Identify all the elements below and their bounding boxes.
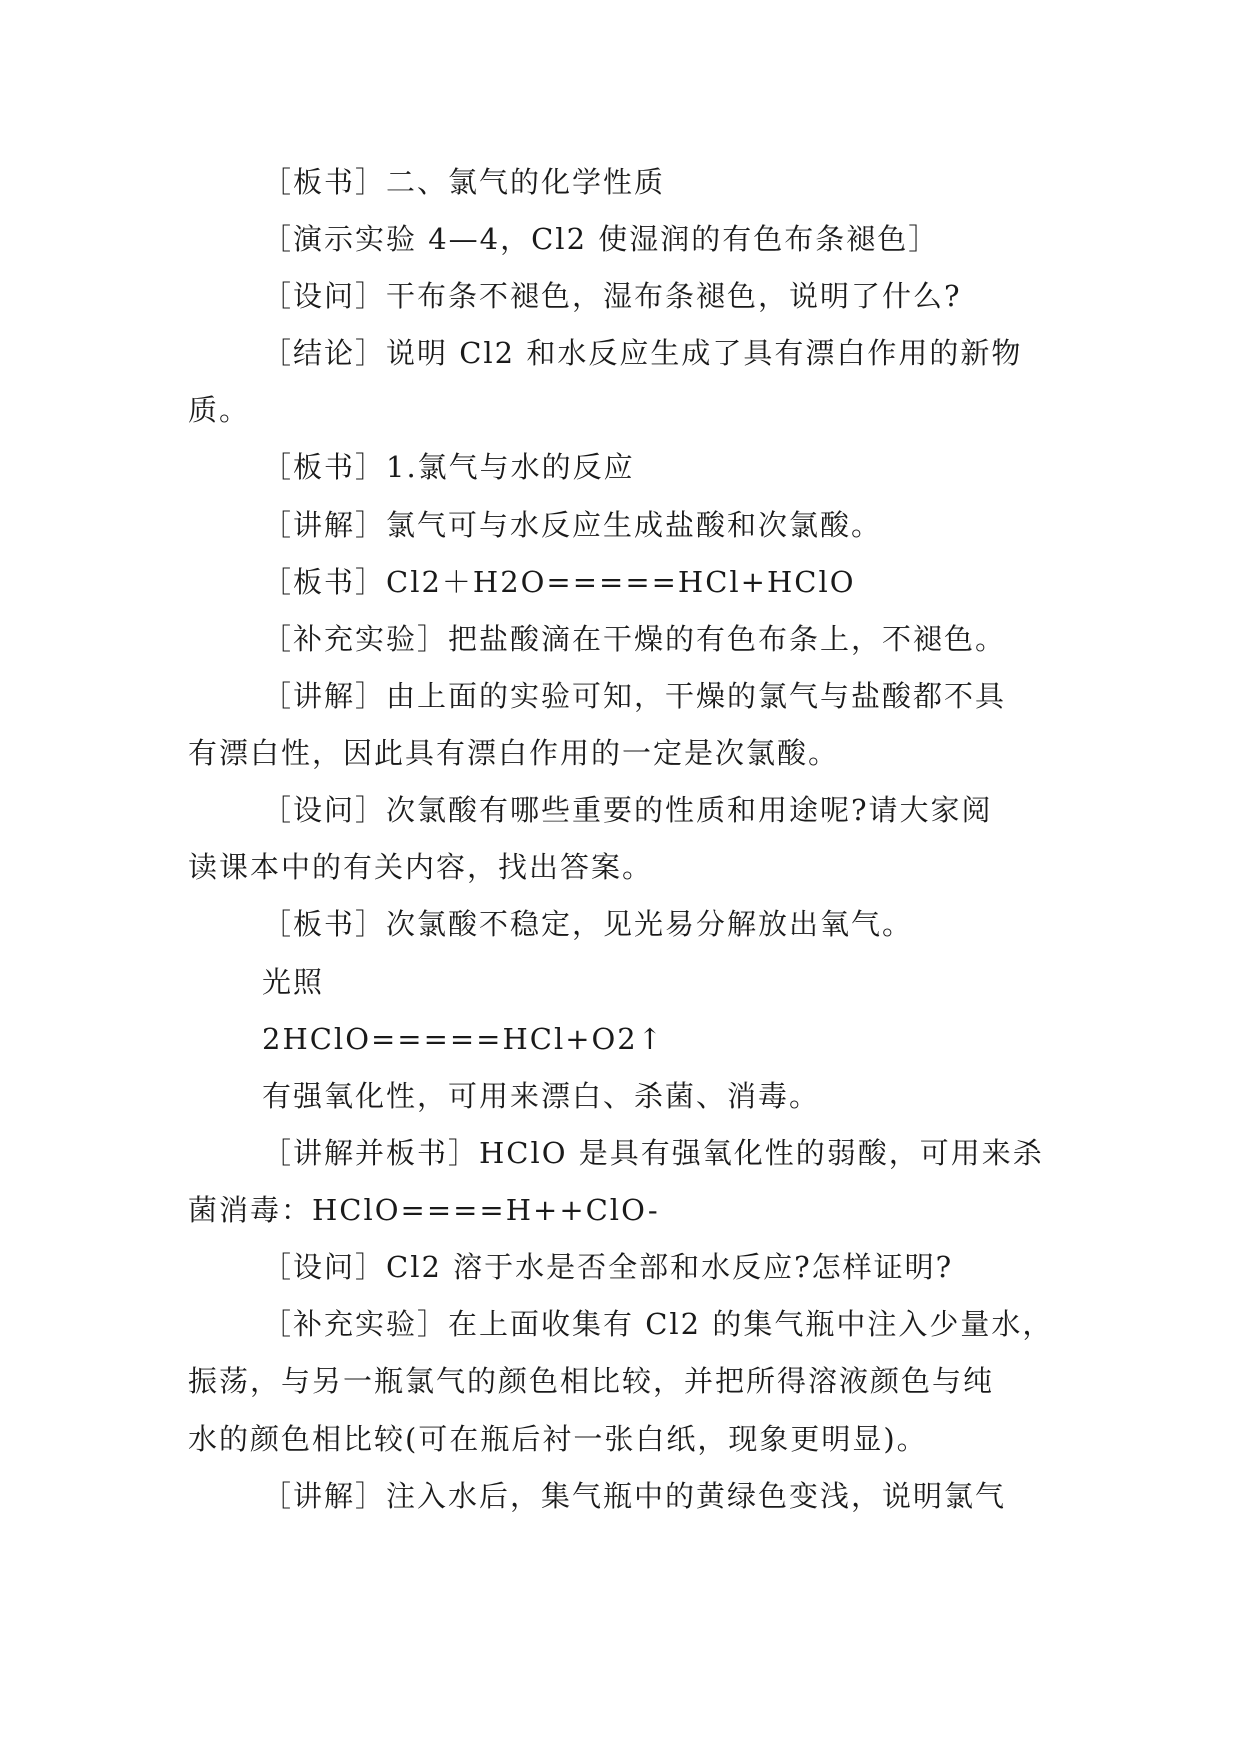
text-line: ［板书］二、氯气的化学性质 bbox=[262, 165, 666, 199]
text-line: ［演示实验 4—4，Cl2 使湿润的有色布条褪色］ bbox=[262, 222, 940, 256]
text-line: ［结论］说明 Cl2 和水反应生成了具有漂白作用的新物 bbox=[262, 336, 1023, 370]
text-line: ［设问］次氯酸有哪些重要的性质和用途呢?请大家阅 bbox=[262, 793, 993, 827]
text-line: ［讲解并板书］HClO 是具有强氧化性的弱酸，可用来杀 bbox=[262, 1136, 1044, 1170]
text-line: ［板书］1.氯气与水的反应 bbox=[262, 450, 635, 484]
text-line: ［板书］Cl2＋H2O=====HCl+HClO bbox=[262, 565, 856, 599]
text-line: 有漂白性，因此具有漂白作用的一定是次氯酸。 bbox=[188, 736, 840, 770]
text-line: 读课本中的有关内容，找出答案。 bbox=[188, 850, 654, 884]
text-line: 光照 bbox=[262, 965, 325, 999]
text-line: ［设问］Cl2 溶于水是否全部和水反应?怎样证明? bbox=[262, 1250, 954, 1284]
text-line: ［补充实验］在上面收集有 Cl2 的集气瓶中注入少量水， bbox=[262, 1307, 1054, 1341]
text-line: 有强氧化性，可用来漂白、杀菌、消毒。 bbox=[262, 1079, 821, 1113]
text-line: ［讲解］注入水后，集气瓶中的黄绿色变浅，说明氯气 bbox=[262, 1479, 1007, 1513]
text-line: ［补充实验］把盐酸滴在干燥的有色布条上，不褪色。 bbox=[262, 622, 1007, 656]
text-line: ［讲解］氯气可与水反应生成盐酸和次氯酸。 bbox=[262, 508, 883, 542]
text-line: 质。 bbox=[188, 393, 251, 427]
text-line: 2HClO=====HCl+O2↑ bbox=[262, 1022, 665, 1056]
text-line: ［设问］干布条不褪色，湿布条褪色，说明了什么? bbox=[262, 279, 962, 313]
text-line: ［讲解］由上面的实验可知，干燥的氯气与盐酸都不具 bbox=[262, 679, 1007, 713]
text-line: 菌消毒：HClO====H++ClO- bbox=[188, 1193, 660, 1227]
text-line: ［板书］次氯酸不稳定，见光易分解放出氧气。 bbox=[262, 907, 914, 941]
text-line: 水的颜色相比较(可在瓶后衬一张白纸，现象更明显)。 bbox=[188, 1422, 928, 1456]
text-line: 振荡，与另一瓶氯气的颜色相比较，并把所得溶液颜色与纯 bbox=[188, 1364, 995, 1398]
